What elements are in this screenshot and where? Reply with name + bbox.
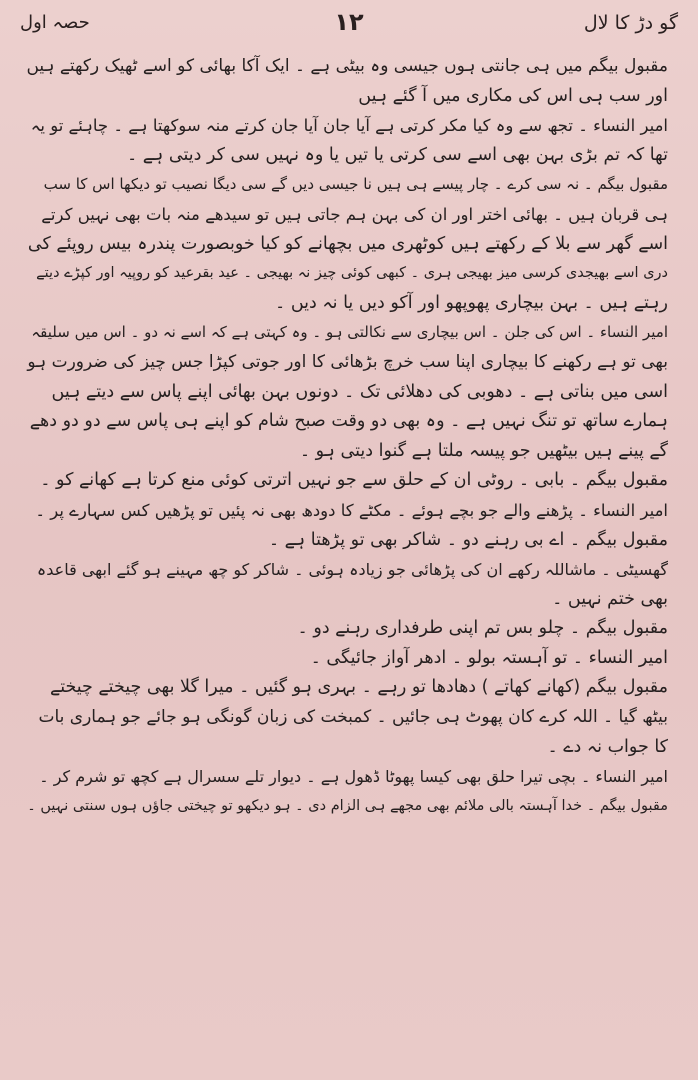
text-line: دری اسے بھیجدی کرسی میز بھیجی ہری ۔ کبھی کوئی چیز نہ بھیجی ۔ عید بقرعید کو روپیہ اور کپڑے دیتے [36,265,668,282]
text-line: مقبول بیگم ۔ نہ سی کرے ۔ چار پیسے ہی ہیں نا جیسی دیں گے سی دیگا نصیب تو دیکھا اس کا سب [43,175,668,194]
text-line: بھی ختم نہیں ۔ [552,588,668,609]
page-body-text [26,52,668,821]
text-line: ہمارے ساتھ تو تنگ نہیں ہے ۔ وہ بھی دو وقت صبح شام کو اپنے ہی پاس سے دو دو دھے [29,411,668,432]
text-line: اسے گھر سے بلا کے رکھتے ہیں کوٹھری میں بچھانے کو کیا خوبصورت پندرہ بیس روپئے کی [27,233,668,254]
text-line: مقبول بیگم ۔ بابی ۔ روٹی ان کے حلق سے جو نہیں اترتی کوئی منع کرتا ہے کھانے کو ۔ [40,470,668,491]
text-line: مقبول بیگم میں ہی جانتی ہوں جیسی وہ بیٹی ہے ۔ ایک آکا بھائی کو اسے ٹھیک رکھتے ہیں [26,56,668,76]
text-line: امیر النساء ۔ اس کی جلن ۔ اس بیچاری سے نکالتی ہو ۔ وہ کہتی ہے کہ اسے نہ دو ۔ اس میں سلیقہ [31,323,668,342]
text-line: اسی میں بناتی ہے ۔ دھوبی کی دھلائی تک ۔ دونوں بہن بھائی اپنے پاس سے دیتے ہیں [51,381,668,402]
text-line: تھا کہ تم بڑی بہن بھی اسے سی کرتی یا تیں یا وہ نہیں سی کر دیتی ہے ۔ [126,144,668,165]
text-line: امیر النساء ۔ تو آہستہ بولو ۔ ادھر آواز جائیگی ۔ [310,647,668,668]
part-label: حصہ اول [20,12,90,33]
text-line: گے پینے ہیں بیٹھیں جو پیسہ ملتا ہے گنوا دیتی ہو ۔ [299,440,668,461]
text-line: اور سب ہی اس کی مکاری میں آ گئے ہیں [358,85,668,106]
text-line: امیر النساء ۔ بچی تیرا حلق بھی کیسا پھوٹا ڈھول ہے ۔ دیوار تلے سسرال ہے کچھ تو شرم کر ۔ [39,767,668,787]
text-line: مقبول بیگم ۔ خدا آہستہ بالی ملائم بھی مجھے ہی الزام دی ۔ ہو دیکھو تو چیختی جاؤں ہوں سنتی نہیں ۔ [27,797,668,814]
text-line: امیر النساء ۔ تجھ سے وہ کیا مکر کرتی ہے آیا جان آیا جان کرتے منہ سوکھتا ہے ۔ چاہئے تو یہ [30,116,668,136]
text-line: رہتے ہیں ۔ بہن بیچاری پھوپھو اور آکو دیں یا نہ دیں ۔ [275,292,668,313]
text-line: گھسیٹی ۔ ماشاللہ رکھے ان کی پڑھائی جو زیادہ ہوئی ۔ شاکر کو چھ مہینے ہو گئے ابھی قاعدہ [36,560,668,580]
book-title: گو دڑ کا لال [583,12,678,34]
text-line: بھی تو ہے رکھنے کا بیچاری اپنا سب خرچ بڑھائی کا اور جوتی کپڑا جس چیز کی ضرورت ہو [27,351,668,372]
page-number: ۱۲ [334,8,364,36]
text-line: ہی قربان ہیں ۔ بھائی اختر اور ان کی بہن ہم جاتی ہیں تو سیدھے منہ بات بھی نہیں کرتے [41,204,668,224]
text-line: مقبول بیگم (کھانے کھاتے ) دھادھا تو رہے ۔ بہری ہو گئیں ۔ میرا گلا بھی چیختے چیختے [49,677,668,698]
page-header [20,8,678,44]
text-line: امیر النساء ۔ پڑھنے والے جو بچے ہوئے ۔ مکٹے کا دودھ بھی نہ پئیں تو پڑھیں کس سہارے پر ۔ [35,500,668,520]
text-line: مقبول بیگم ۔ اے بی رہنے دو ۔ شاکر بھی تو پڑھتا ہے ۔ [268,529,668,550]
text-line: مقبول بیگم ۔ چلو بس تم اپنی طرفداری رہنے دو ۔ [297,618,668,639]
text-line: کا جواب نہ دے ۔ [547,736,668,757]
text-line: بیٹھ گیا ۔ اللہ کرے کان پھوٹ ہی جائیں ۔ کمبخت کی زبان گونگی ہو جائے جو ہماری بات [38,707,668,728]
